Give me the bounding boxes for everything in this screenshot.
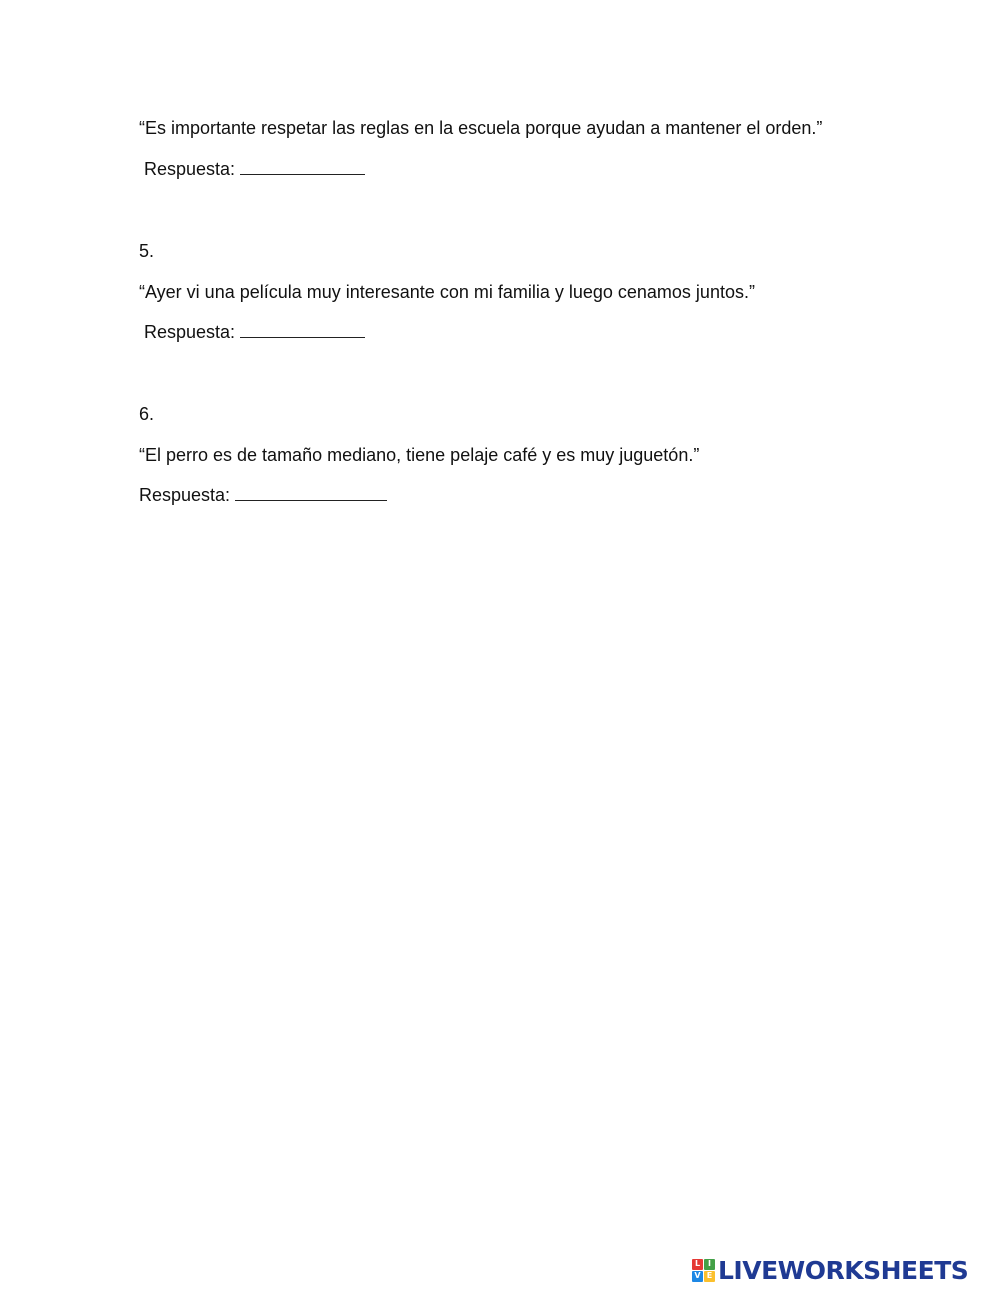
logo-icon-letter: E <box>704 1271 715 1282</box>
item5-answer-row <box>139 321 365 343</box>
logo-icon-letter: L <box>692 1259 703 1270</box>
item4-answer-blank[interactable] <box>240 158 365 175</box>
logo-text: LIVEWORKSHEETS <box>718 1255 969 1285</box>
logo-icon-letter: I <box>704 1259 715 1270</box>
logo-icon <box>692 1259 715 1282</box>
item6-answer-label: Respuesta: <box>139 485 231 505</box>
item4-answer-label: Respuesta: <box>139 159 236 179</box>
logo-icon-letter: V <box>692 1271 703 1282</box>
item5-number: 5. <box>139 241 155 261</box>
item4-answer-row <box>139 158 365 180</box>
item6-number: 6. <box>139 404 155 424</box>
item5-answer-blank[interactable] <box>240 321 365 338</box>
item6-answer-row <box>139 484 387 506</box>
item5-answer-label: Respuesta: <box>139 322 236 342</box>
item6-answer-blank[interactable] <box>235 484 387 501</box>
item4-quote: “Es importante respetar las reglas en la escuela porque ayudan a mantener el orden.” <box>139 118 823 138</box>
item6-quote: “El perro es de tamaño mediano, tiene pelaje café y es muy juguetón.” <box>139 445 700 465</box>
item5-quote: “Ayer vi una película muy interesante con mi familia y luego cenamos juntos.” <box>139 282 755 302</box>
liveworksheets-logo <box>692 1255 968 1285</box>
